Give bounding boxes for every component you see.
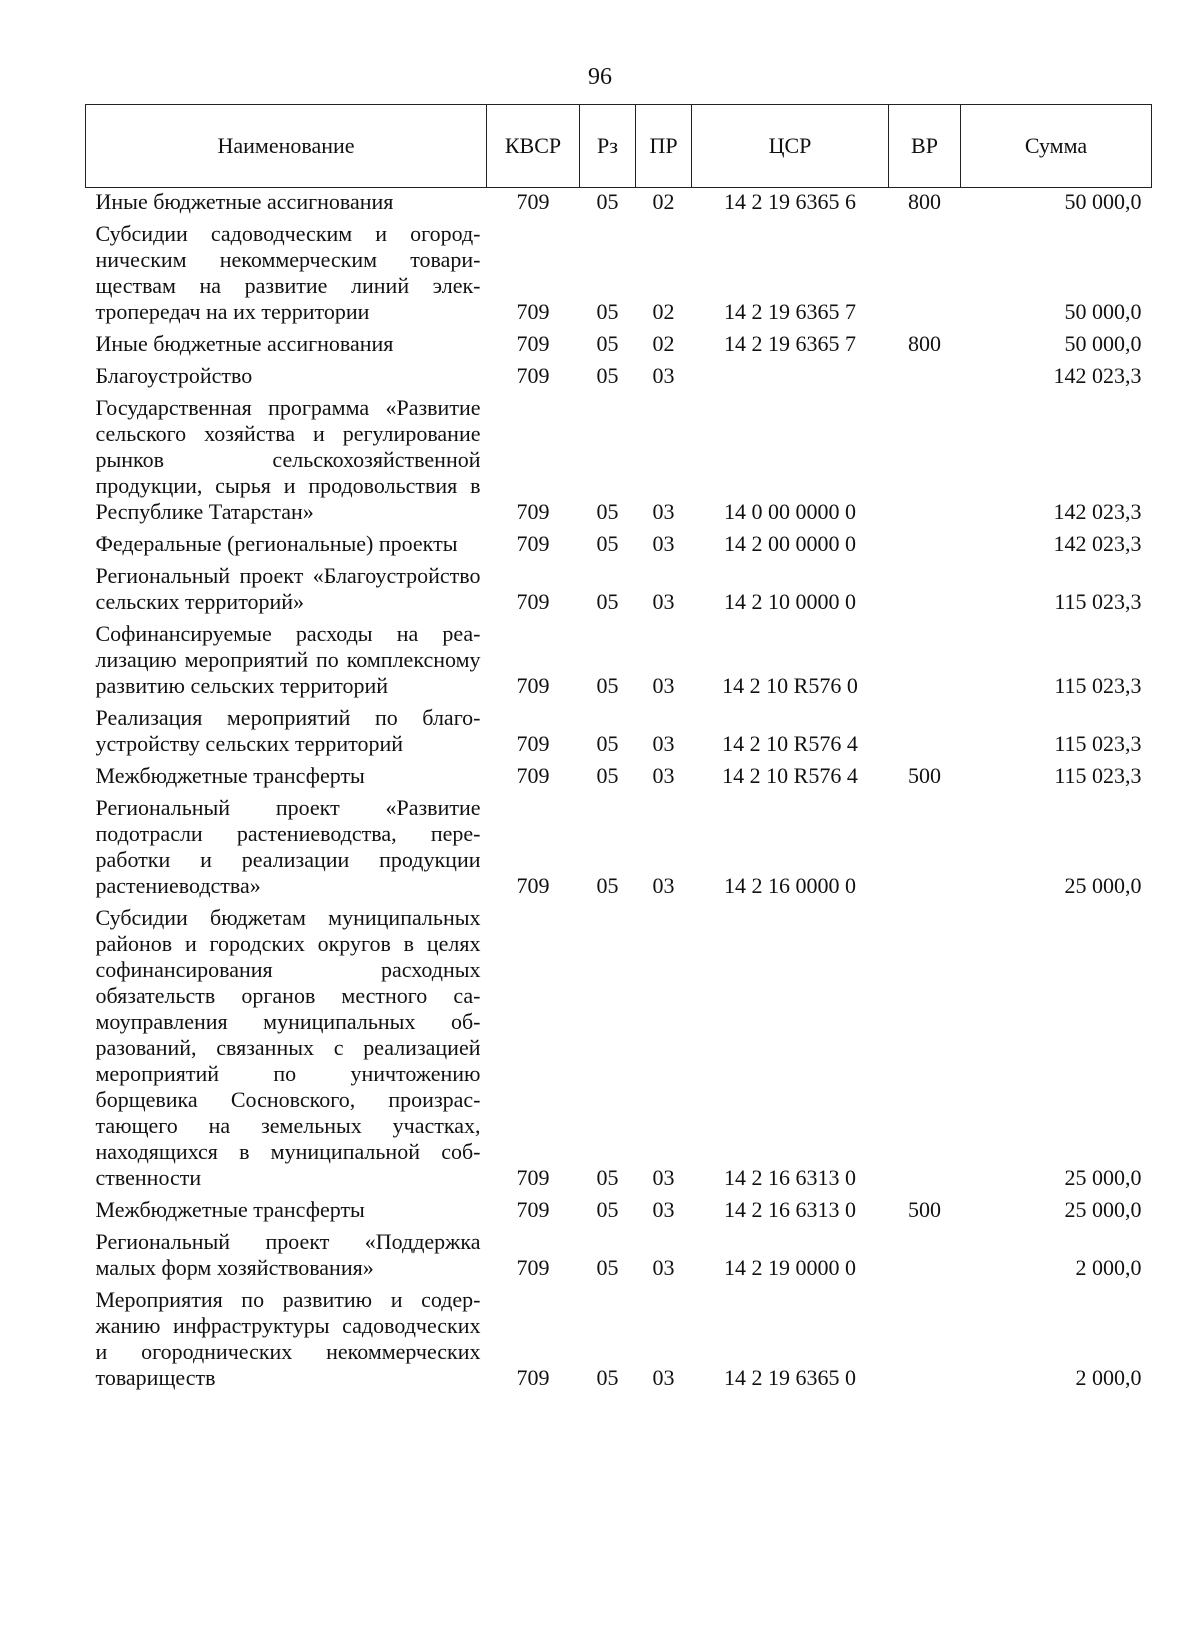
cell-sum: 142 023,3 <box>1053 531 1142 556</box>
budget-table <box>85 104 1152 1396</box>
cell-csr: 14 2 10 R576 4 <box>722 763 858 788</box>
cell-rz: 05 <box>596 763 619 788</box>
cell-csr: 14 2 19 6365 7 <box>724 331 856 356</box>
cell-name: Региональный проект «Благоустройство сельских территорий» <box>95 563 481 614</box>
cell-vr <box>889 530 961 562</box>
cell-csr: 14 2 19 6365 0 <box>724 1365 856 1390</box>
cell-vr <box>889 362 961 394</box>
cell-kvsr: 709 <box>516 673 550 698</box>
cell-rz: 05 <box>596 731 619 756</box>
cell-vr <box>889 620 961 704</box>
cell-vr: 800 <box>908 189 941 214</box>
table-row <box>86 1196 1152 1228</box>
cell-kvsr: 709 <box>516 1255 550 1280</box>
cell-name: Государственная программа «Развитие сельского хозяйства и регулирование рынков сельскохозяйственной продукции, сырья и продовольствия в Республике Татарстан» <box>95 395 481 524</box>
cell-name: Федеральные (региональные) проекты <box>95 531 458 556</box>
cell-name: Иные бюджетные ассигнования <box>95 189 394 214</box>
cell-kvsr: 709 <box>516 589 550 614</box>
table-body <box>86 188 1152 1397</box>
cell-rz: 05 <box>596 873 619 898</box>
cell-name: Благоустройство <box>95 363 253 388</box>
cell-pr: 02 <box>652 189 675 214</box>
cell-csr: 14 2 16 6313 0 <box>724 1165 856 1190</box>
table-row <box>86 394 1152 530</box>
cell-rz: 05 <box>596 1255 619 1280</box>
cell-rz: 05 <box>596 531 619 556</box>
cell-sum: 115 023,3 <box>1054 763 1142 788</box>
cell-sum: 142 023,3 <box>1053 499 1142 524</box>
cell-vr <box>889 1228 961 1286</box>
cell-name: Региональный проект «Поддержка малых форм хозяйствования» <box>95 1229 481 1280</box>
cell-csr: 14 2 00 0000 0 <box>724 531 856 556</box>
cell-kvsr: 709 <box>516 1165 550 1190</box>
cell-csr: 14 2 19 6365 6 <box>724 189 856 214</box>
page-number: 96 <box>588 64 612 90</box>
cell-rz: 05 <box>596 363 619 388</box>
cell-rz: 05 <box>596 1165 619 1190</box>
cell-vr <box>889 394 961 530</box>
cell-name: Субсидии садоводческим и огородническим некоммерческим товариществам на развитие линий электропередач на их территории <box>95 221 481 324</box>
cell-csr: 14 2 16 0000 0 <box>724 873 856 898</box>
cell-rz: 05 <box>596 673 619 698</box>
table-row <box>86 362 1152 394</box>
table-row <box>86 1228 1152 1286</box>
table-row <box>86 220 1152 330</box>
cell-kvsr: 709 <box>516 299 550 324</box>
cell-sum: 50 000,0 <box>1064 331 1142 356</box>
cell-name: Межбюджетные трансферты <box>95 763 365 788</box>
header-row <box>86 105 1152 188</box>
cell-pr: 03 <box>652 589 675 614</box>
header-rz: Рз <box>580 105 636 188</box>
cell-sum: 2 000,0 <box>1075 1365 1142 1390</box>
cell-name: Региональный проект «Развитие подотрасли растениеводства, переработки и реализации продукции растениеводства» <box>95 795 481 898</box>
table-row <box>86 188 1152 221</box>
header-name: Наименование <box>86 105 487 188</box>
cell-name: Мероприятия по развитию и содержанию инфраструктуры садоводческих и огороднических некоммерческих товариществ <box>95 1287 481 1390</box>
cell-csr: 14 2 19 6365 7 <box>724 299 856 324</box>
cell-vr <box>889 220 961 330</box>
cell-sum: 25 000,0 <box>1064 873 1142 898</box>
cell-csr: 14 0 00 0000 0 <box>724 499 856 524</box>
cell-rz: 05 <box>596 1197 619 1222</box>
cell-vr <box>889 562 961 620</box>
cell-kvsr: 709 <box>516 873 550 898</box>
cell-vr <box>889 1286 961 1396</box>
table-row <box>86 704 1152 762</box>
cell-pr: 03 <box>652 499 675 524</box>
cell-kvsr: 709 <box>516 763 550 788</box>
cell-csr: 14 2 16 6313 0 <box>724 1197 856 1222</box>
cell-name: Межбюджетные трансферты <box>95 1197 365 1222</box>
cell-vr <box>889 794 961 904</box>
cell-csr: 14 2 19 0000 0 <box>724 1255 856 1280</box>
cell-kvsr: 709 <box>516 189 550 214</box>
cell-vr: 500 <box>908 763 941 788</box>
cell-pr: 03 <box>652 1197 675 1222</box>
table-row <box>86 1286 1152 1396</box>
cell-rz: 05 <box>596 589 619 614</box>
cell-kvsr: 709 <box>516 1197 550 1222</box>
cell-name: Иные бюджетные ассигнования <box>95 331 394 356</box>
cell-rz: 05 <box>596 1365 619 1390</box>
cell-name: Софинансируемые расходы на реализацию мероприятий по комплексному развитию сельских территорий <box>95 621 481 698</box>
cell-name: Субсидии бюджетам муниципальных районов и городских округов в целях софинансирования расходных обязательств органов местного самоуправления муниципальных образований, связанных с реализацией мероприятий по уничтожению борщевика Сосновского, произрастающего на земельных участках, находящихся в муниципальной собственности <box>95 905 481 1190</box>
cell-rz: 05 <box>596 189 619 214</box>
table-row <box>86 794 1152 904</box>
cell-pr: 02 <box>652 331 675 356</box>
cell-csr: 14 2 10 0000 0 <box>724 589 856 614</box>
table-row <box>86 562 1152 620</box>
cell-kvsr: 709 <box>516 331 550 356</box>
cell-pr: 03 <box>652 673 675 698</box>
header-csr: ЦСР <box>692 105 889 188</box>
cell-vr <box>889 904 961 1196</box>
cell-pr: 03 <box>652 531 675 556</box>
table-row <box>86 762 1152 794</box>
cell-csr <box>692 362 889 394</box>
cell-kvsr: 709 <box>516 1365 550 1390</box>
cell-vr: 500 <box>908 1197 941 1222</box>
cell-name: Реализация мероприятий по благоустройству сельских территорий <box>95 705 481 756</box>
cell-sum: 25 000,0 <box>1064 1165 1142 1190</box>
cell-pr: 03 <box>652 731 675 756</box>
cell-sum: 142 023,3 <box>1053 363 1142 388</box>
cell-kvsr: 709 <box>516 531 550 556</box>
cell-sum: 50 000,0 <box>1064 299 1142 324</box>
table-header <box>86 105 1152 188</box>
cell-pr: 03 <box>652 1165 675 1190</box>
cell-vr <box>889 704 961 762</box>
table-row <box>86 620 1152 704</box>
cell-sum: 25 000,0 <box>1064 1197 1142 1222</box>
header-vr: ВР <box>889 105 961 188</box>
cell-pr: 03 <box>652 873 675 898</box>
cell-kvsr: 709 <box>516 363 550 388</box>
cell-kvsr: 709 <box>516 499 550 524</box>
header-pr: ПР <box>636 105 692 188</box>
cell-rz: 05 <box>596 331 619 356</box>
table-row <box>86 904 1152 1196</box>
cell-pr: 02 <box>652 299 675 324</box>
table-row <box>86 530 1152 562</box>
cell-pr: 03 <box>652 1255 675 1280</box>
cell-pr: 03 <box>652 1365 675 1390</box>
cell-sum: 115 023,3 <box>1054 673 1142 698</box>
cell-sum: 2 000,0 <box>1075 1255 1142 1280</box>
cell-csr: 14 2 10 R576 0 <box>722 673 858 698</box>
cell-kvsr: 709 <box>516 731 550 756</box>
cell-sum: 115 023,3 <box>1054 731 1142 756</box>
cell-sum: 50 000,0 <box>1064 189 1142 214</box>
table-row <box>86 330 1152 362</box>
cell-rz: 05 <box>596 299 619 324</box>
cell-pr: 03 <box>652 763 675 788</box>
cell-pr: 03 <box>652 363 675 388</box>
header-kvsr: КВСР <box>487 105 580 188</box>
cell-rz: 05 <box>596 499 619 524</box>
cell-vr: 800 <box>908 331 941 356</box>
cell-sum: 115 023,3 <box>1054 589 1142 614</box>
cell-csr: 14 2 10 R576 4 <box>722 731 858 756</box>
header-sum: Сумма <box>961 105 1152 188</box>
